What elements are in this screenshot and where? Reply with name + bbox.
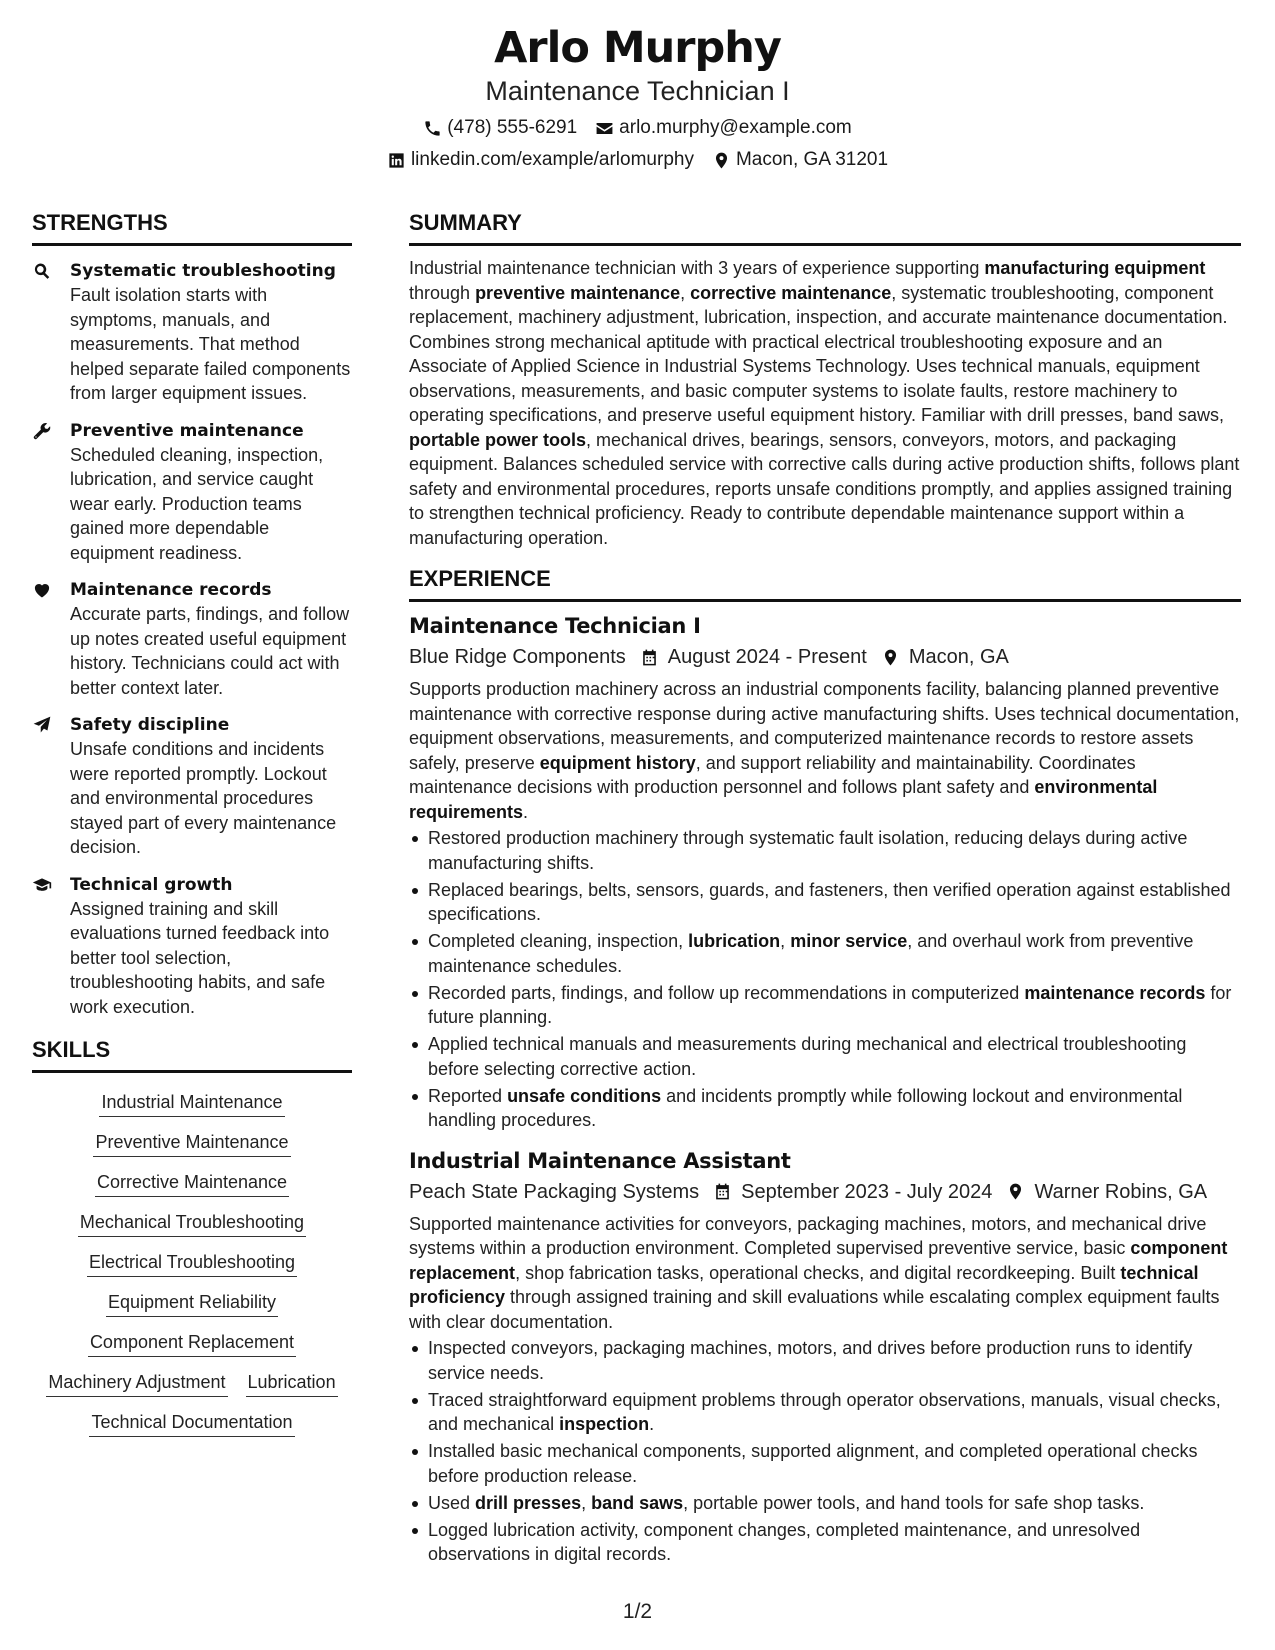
map-pin-icon — [881, 648, 900, 667]
body-text: Reported — [428, 1085, 508, 1106]
map-pin-icon — [712, 151, 731, 170]
skill-tag: Lubrication — [246, 1370, 338, 1397]
emphasis-text: minor service — [790, 931, 908, 951]
job-dates: August 2024 - Present — [667, 646, 867, 668]
skill-tag: Equipment Reliability — [106, 1290, 278, 1317]
body-text: , — [680, 282, 691, 303]
job-description — [409, 677, 1241, 824]
strength-description: Unsafe conditions and incidents were reported promptly. Lockout and environmental procedures stayed part of every maintenance decision. — [70, 739, 337, 857]
emphasis-text: drill presses — [475, 1492, 582, 1513]
job-location: Macon, GA — [908, 646, 1009, 668]
body-text: Industrial maintenance technician with 3 years of experience supporting — [409, 258, 985, 278]
body-text: Logged lubrication activity, component changes, completed maintenance, and unresolved observations in digital records. — [428, 1519, 1141, 1564]
strengths-heading: STRENGTHS — [32, 210, 352, 246]
right-column — [409, 210, 1241, 1569]
body-text: Replaced bearings, belts, sensors, guards, and fasteners, then verified operation against established specifications. — [428, 879, 1231, 924]
bullet-item — [409, 1084, 1241, 1133]
body-text: Traced straightforward equipment problems through operator observations, manuals, visual checks, and mechanical — [428, 1389, 1221, 1434]
graduation-cap-icon — [32, 873, 60, 1020]
phone-number: (478) 555-6291 — [447, 117, 578, 138]
body-text: and incidents promptly while following lockout and environmental handling procedures. — [428, 1085, 1183, 1130]
bullet-item — [409, 929, 1241, 978]
emphasis-text: component replacement — [409, 1238, 1228, 1283]
bullet-item — [409, 1032, 1241, 1081]
body-text: , and overhaul work from preventive maintenance schedules. — [428, 931, 1194, 976]
skill-tag: Industrial Maintenance — [99, 1090, 284, 1117]
emphasis-text: technical proficiency — [409, 1262, 1199, 1307]
left-column — [32, 210, 352, 1437]
calendar-icon — [713, 1182, 732, 1201]
body-text: for future planning. — [428, 982, 1232, 1027]
body-text: Supported maintenance activities for conveyors, packaging machines, motors, and mechanical drive systems within a production environment. Completed supervised preventive service, basic — [409, 1213, 1207, 1258]
candidate-title: Maintenance Technician I — [485, 76, 790, 106]
magnifier-icon — [32, 259, 60, 406]
job-description — [409, 1212, 1241, 1335]
strength-item — [32, 713, 352, 860]
skill-tag: Corrective Maintenance — [95, 1170, 289, 1197]
body-text: Completed cleaning, inspection, — [428, 931, 689, 951]
skill-tag: Preventive Maintenance — [93, 1130, 290, 1157]
job-entry — [409, 1147, 1241, 1567]
skill-tag: Mechanical Troubleshooting — [78, 1210, 306, 1237]
candidate-name: Arlo Murphy — [494, 23, 781, 73]
bullet-item — [409, 826, 1241, 875]
emphasis-text: corrective maintenance — [690, 282, 892, 303]
body-text: . — [523, 801, 529, 822]
body-text: Inspected conveyors, packaging machines, motors, and drives before production runs to identify service needs. — [428, 1338, 1193, 1383]
bullet-item — [409, 1336, 1241, 1385]
body-text: through — [409, 282, 476, 303]
calendar-icon — [640, 648, 659, 667]
linkedin-url: linkedin.com/example/arlomurphy — [410, 149, 694, 170]
body-text: , shop fabrication tasks, operational checks, and digital recordkeeping. Built — [515, 1262, 1121, 1283]
job-meta — [409, 1178, 1241, 1206]
email-contact[interactable] — [595, 117, 852, 139]
resume-header — [0, 22, 1275, 171]
body-text: Recorded parts, findings, and follow up recommendations in computerized — [428, 982, 1025, 1003]
linkedin-icon — [387, 151, 406, 170]
strength-description: Assigned training and skill evaluations turned feedback into better tool selection, troubleshooting habits, and safe work execution. — [70, 898, 330, 1017]
job-location: Warner Robins, GA — [1034, 1180, 1208, 1203]
body-text: Restored production machinery through systematic fault isolation, reducing delays during active manufacturing shifts. — [428, 828, 1188, 873]
linkedin-contact[interactable] — [387, 149, 694, 171]
emphasis-text: portable power tools — [409, 429, 587, 450]
emphasis-text: equipment history — [539, 752, 696, 773]
emphasis-text: inspection — [559, 1414, 650, 1434]
phone-contact[interactable] — [423, 117, 577, 139]
body-text: . — [649, 1414, 655, 1434]
email-address: arlo.murphy@example.com — [619, 117, 852, 138]
bullet-item — [409, 878, 1241, 927]
bullet-item — [409, 1439, 1241, 1488]
contact-row-secondary — [0, 149, 1275, 171]
location-contact — [712, 149, 888, 171]
skills-heading: SKILLS — [32, 1037, 352, 1073]
strength-title: Preventive maintenance — [70, 420, 304, 441]
body-text: , and support reliability and maintainability. Coordinates maintenance decisions with production personnel and follows plant safety and — [409, 752, 1136, 797]
job-bullets — [409, 1336, 1241, 1567]
heart-icon — [32, 578, 60, 700]
emphasis-text: lubrication — [688, 931, 781, 951]
job-dates: September 2023 - July 2024 — [741, 1180, 993, 1203]
company-name: Peach State Packaging Systems — [409, 1180, 700, 1203]
strength-description: Scheduled cleaning, inspection, lubrication, and service caught wear early. Production teams gained more dependable equipment readiness. — [70, 444, 324, 563]
strength-description: Fault isolation starts with symptoms, manuals, and measurements. That method helped separate failed components from larger equipment issues. — [70, 285, 351, 403]
strength-item — [32, 259, 352, 406]
strength-item — [32, 419, 352, 566]
bullet-item — [409, 1388, 1241, 1437]
strength-item — [32, 578, 352, 700]
bullet-item — [409, 981, 1241, 1030]
bullet-item — [409, 1491, 1241, 1516]
strengths-list — [32, 259, 352, 1019]
body-text: , — [581, 1492, 592, 1513]
paper-plane-icon — [32, 713, 60, 860]
strength-description: Accurate parts, findings, and follow up notes created useful equipment history. Technicians could act with better context later. — [70, 604, 350, 698]
emphasis-text: unsafe conditions — [507, 1085, 662, 1106]
map-pin-icon — [1006, 1182, 1025, 1201]
body-text: Used — [428, 1492, 476, 1513]
body-text: Applied technical manuals and measurements during mechanical and electrical troubleshooting before selecting corrective action. — [428, 1034, 1187, 1079]
job-entry — [409, 612, 1241, 1133]
envelope-icon — [595, 119, 614, 138]
skill-tag: Technical Documentation — [89, 1410, 294, 1437]
body-text: , mechanical drives, bearings, sensors, conveyors, motors, and packaging equipment. Balances scheduled service with corrective calls during active production shifts, follows plant safety and environmental procedures, reports unsafe conditions promptly, and applies assigned training to strengthen technical proficiency. Ready to contribute dependable maintenance support within a manufacturing operation. — [409, 429, 1240, 548]
phone-icon — [423, 119, 442, 138]
page-number: 1/2 — [622, 1600, 653, 1623]
strength-title: Systematic troubleshooting — [70, 261, 336, 281]
emphasis-text: preventive maintenance — [475, 282, 681, 303]
body-text: , portable power tools, and hand tools for safe shop tasks. — [683, 1492, 1145, 1513]
emphasis-text: band saws — [591, 1492, 684, 1513]
body-text: , — [780, 931, 791, 951]
contact-row-primary — [0, 117, 1275, 139]
strength-title: Maintenance records — [70, 580, 272, 600]
company-name: Blue Ridge Components — [409, 646, 626, 668]
body-text: Supports production machinery across an industrial components facility, balancing planned preventive maintenance with corrective response during active manufacturing shifts. Uses technical documentation, equipment observations, measurements, and computerized maintenance records to restore assets safely, preserve — [409, 679, 1240, 773]
emphasis-text: manufacturing equipment — [984, 258, 1206, 278]
summary-heading: SUMMARY — [409, 210, 1241, 246]
skill-tag: Electrical Troubleshooting — [87, 1250, 297, 1277]
emphasis-text: maintenance records — [1024, 982, 1206, 1003]
strength-title: Safety discipline — [70, 715, 230, 735]
body-text: , systematic troubleshooting, component replacement, machinery adjustment, lubrication, inspection, and accurate maintenance documentation. Combines strong mechanical aptitude with practical electrical troubleshooting exposure and an Associate of Applied Science in Industrial Systems Technology. Uses technical manuals, equipment observations, measurements, and basic computer systems to isolate faults, restore machinery to operating specifications, and preserve useful equipment history. Familiar with drill presses, band saws, — [409, 282, 1228, 425]
strength-item — [32, 873, 352, 1020]
job-title: Maintenance Technician I — [409, 614, 701, 638]
body-text: through assigned training and skill evaluations while escalating complex equipment faults with clear documentation. — [409, 1287, 1220, 1332]
job-title: Industrial Maintenance Assistant — [409, 1148, 791, 1173]
strength-title: Technical growth — [70, 874, 233, 895]
skills-list — [32, 1090, 352, 1437]
wrench-icon — [32, 419, 60, 566]
job-bullets — [409, 826, 1241, 1133]
job-meta — [409, 643, 1241, 671]
emphasis-text: environmental requirements — [409, 777, 1158, 822]
skill-tag: Component Replacement — [88, 1330, 296, 1357]
skill-tag: Machinery Adjustment — [46, 1370, 227, 1397]
bullet-item — [409, 1518, 1241, 1567]
body-text: Installed basic mechanical components, supported alignment, and completed operational checks before production release. — [428, 1441, 1198, 1486]
location-text: Macon, GA 31201 — [735, 149, 889, 170]
summary-text — [409, 256, 1241, 550]
experience-heading: EXPERIENCE — [409, 566, 1241, 602]
